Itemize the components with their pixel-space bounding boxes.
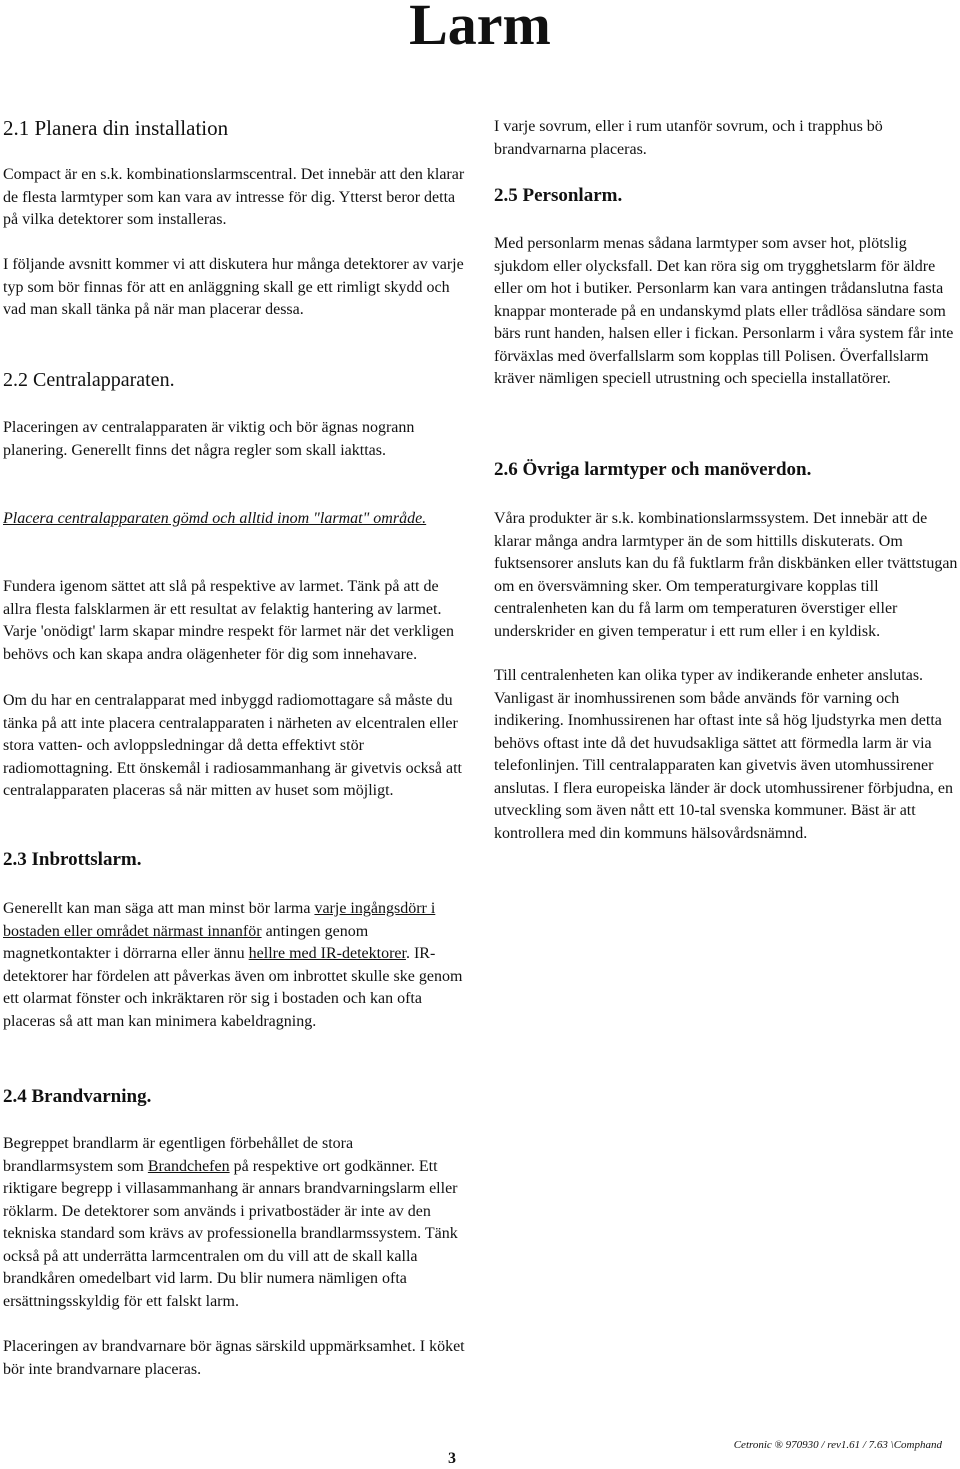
section-2-6-paragraph-1: Våra produkter är s.k. kombinationslarmssystem. Det innebär att de klarar många andra larmtyper än de som hittills diskuterats. Om fuktsensorer ansluts kan du få fuktlarm från diskbänken eller tvättstugan om en översvämning sker. Om temperaturgivare kopplas till centralenheten kan du få larm om temperaturen överstiger eller underskrider en given temperatur i ett rum eller i en kyldisk. (494, 510, 958, 640)
section-2-3-heading: 2.3 Inbrottslarm. (3, 849, 142, 870)
section-2-1-paragraph-2: I följande avsnitt kommer vi att diskutera hur många detektorer av varje typ som bör finnas för att en anläggning skall ge ett rimligt skydd och vad man skall tänka på när man placerar dessa. (3, 256, 464, 318)
section-2-2-emphasis-rule: Placera centralapparaten gömd och alltid inom "larmat" område. (3, 510, 427, 527)
right-intro-paragraph: I varje sovrum, eller i rum utanför sovrum, och i trapphus bö brandvarnarna placeras. (494, 118, 883, 158)
section-2-3-underlined-doors: varje ingångsdörr i bostaden eller området närmast innanför (3, 900, 436, 940)
section-2-4-heading: 2.4 Brandvarning. (3, 1086, 152, 1107)
section-2-5-heading: 2.5 Personlarm. (494, 185, 623, 206)
section-2-3-text-start: Generellt kan man säga att man minst bör larma (3, 900, 315, 917)
section-2-1-heading: 2.1 Planera din installation (3, 116, 229, 140)
section-2-4-text-start: Begreppet brandlarm är egentligen förbehållet de stora brandlarmsystem som (3, 1135, 354, 1175)
section-2-1-paragraph-1: Compact är en s.k. kombinationslarmscentral. Det innebär att den klarar de flesta larmtyper som kan vara av intresse för dig. Ytterst beror detta på vilka detektorer som installeras. (3, 166, 465, 228)
section-2-6-paragraph-2: Till centralenheten kan olika typer av indikerande enheter anslutas. Vanligast är inomhussirenen som både används för varning och indikering. Inomhussirenen har oftast inte så hög ljudstyrka men detta behövs oftast inte då det huvudsakliga sättet att förmedla larm är via telefonlinjen. Till centralapparaten kan givetvis även utomhussirener anslutas. I flera europeiska länder är dock utomhussirener förbjudna, en utveckling som även nått ett 10-tal svenska kommuner. Bäst är att kontrollera med din kommuns hälsovårdsnämnd. (494, 667, 953, 842)
section-2-4-text-end: på respektive ort godkänner. Ett riktigare begrepp i villasammanhang är annars brandvarningslarm eller röklarm. De detektorer som används i privatbostäder är inte av den tekniska standard som krävs av professionella brandlarmssystem. Tänk också på att underrätta larmcentralen om du vill att de skall kalla brandkåren omedelbart vid larm. Du blir numera nämligen ofta ersättningsskyldig för ett falskt larm. (3, 1157, 458, 1310)
section-2-4-paragraph-2: Placeringen av brandvarnare bör ägnas särskild uppmärksamhet. I köket bör inte brandvarnare placeras. (3, 1338, 465, 1378)
section-2-3-text-middle: antingen genom magnetkontakter i dörrarna eller ännu (3, 922, 369, 962)
section-2-4-paragraph-1 (3, 1133, 465, 1313)
section-2-2-paragraph-3: Om du har en centralapparat med inbyggd radiomottagare så måste du tänka på att inte placera centralapparaten i närheten av elcentralen eller stora vatten- och avloppsledningar då detta effektivt stör radiomottagning. Ett önskemål i radiosammanhang är givetvis också att centralapparaten placeras så när mitten av huset som möjligt. (3, 692, 462, 799)
section-2-2-paragraph-1: Placeringen av centralapparaten är viktig och bör ägnas nogrann planering. Generellt finns det några regler som skall iakttas. (3, 419, 415, 459)
section-2-6-heading: 2.6 Övriga larmtyper och manöverdon. (494, 459, 812, 480)
section-2-5-paragraph: Med personlarm menas sådana larmtyper som avser hot, plötslig sjukdom eller olycksfall. Det kan röra sig om trygghetslarm för äldre eller om hot i butiker. Personlarm kan vara antingen trådanslutna fasta knappar monterade på en undanskymd plats eller trådlösa sändare som bärs runt handen, halsen eller i fickan. Personlarm i våra system får inte förväxlas med överfallslarm som kopplas till Polisen. Överfallslarm kräver nämligen speciell utrustning och speciella installatörer. (494, 235, 954, 387)
section-2-3-underlined-ir: hellre med IR-detektorer (248, 945, 406, 962)
footer-revision-info: Cetronic ® 970930 / rev1.61 / 7.63 \Comphand (733, 1439, 942, 1451)
section-2-3-text-end: . IR-detektorer har fördelen att påverkas även om inbrottet skulle ske genom ett olarmat fönster och inkräktaren rör sig i bostaden och kan ofta placeras så att man kan minimera kabeldragning. (3, 945, 463, 1030)
section-2-4-underlined-brandchefen: Brandchefen (147, 1157, 230, 1175)
section-2-2-paragraph-2: Fundera igenom sättet att slå på respektive av larmet. Tänk på att de allra flesta falsklarmen är ett resultat av felaktig hantering av larmet. Varje 'onödigt' larm skapar mindre respekt för larmet när det verkligen behövs och kan skapa andra olägenheter för dig som innehavare. (3, 578, 454, 663)
page-number: 3 (448, 1450, 456, 1467)
section-2-2-heading: 2.2 Centralapparaten. (3, 369, 175, 391)
page-title: Larm (409, 0, 551, 57)
section-2-3-paragraph (3, 898, 465, 1033)
